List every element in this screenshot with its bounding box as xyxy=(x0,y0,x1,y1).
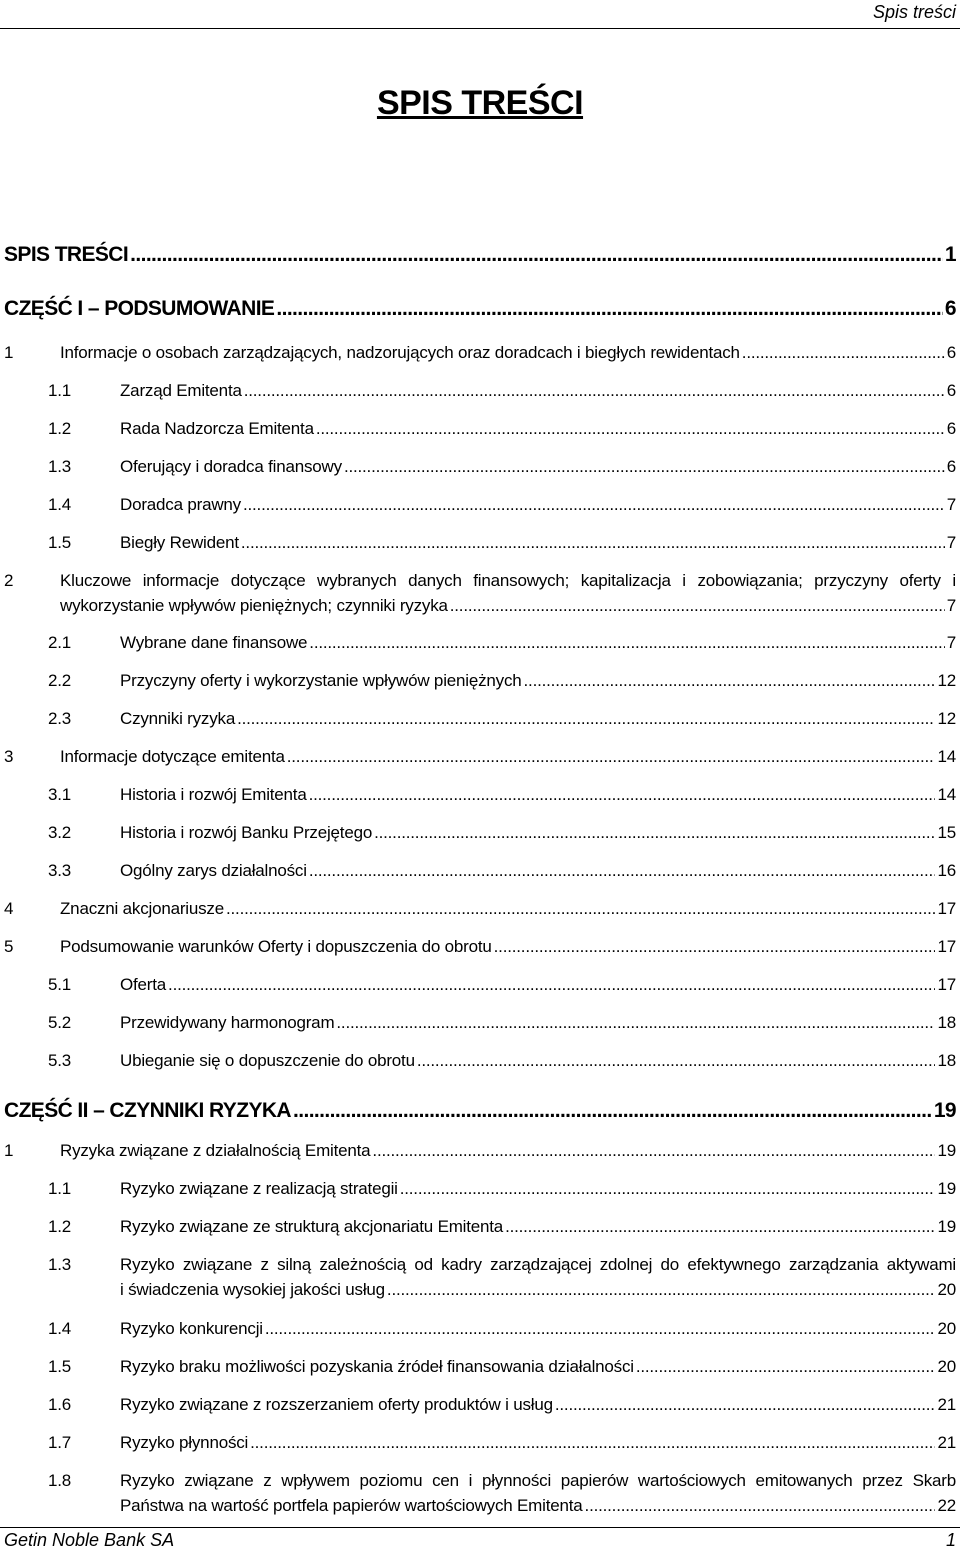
toc-dot-leader xyxy=(494,934,936,959)
toc-entry-number: 3 xyxy=(4,747,14,766)
header-text: Spis treści xyxy=(872,2,956,22)
toc-entry[interactable] xyxy=(4,972,956,997)
toc-entry-page: 20 xyxy=(937,1280,956,1299)
toc-entry[interactable] xyxy=(4,1138,956,1163)
toc-entry-page: 22 xyxy=(937,1496,956,1515)
toc-entry-number: 1.2 xyxy=(48,419,72,438)
toc-entry-number: 1.7 xyxy=(48,1433,72,1452)
toc-entry-title: Przewidywany harmonogram xyxy=(120,1013,335,1032)
toc-entry-title: Ogólny zarys działalności xyxy=(120,861,307,880)
toc-entry-page: 21 xyxy=(937,1395,956,1414)
toc-dot-leader xyxy=(524,668,936,693)
toc-dot-leader xyxy=(417,1048,936,1073)
toc-entry-page: 19 xyxy=(937,1141,956,1160)
toc-entry-page: 7 xyxy=(946,533,956,552)
toc-entry-title: Oferta xyxy=(120,975,167,994)
toc-dot-leader xyxy=(293,1098,932,1123)
toc-entry[interactable] xyxy=(4,1354,956,1379)
toc-dot-leader xyxy=(374,820,935,845)
toc-entry-title: Czynniki ryzyka xyxy=(120,709,236,728)
toc-entry-title: Informacje o osobach zarządzających, nadzorujących oraz doradcach i biegłych rewidentach xyxy=(60,343,740,362)
toc-entry-number: 1.4 xyxy=(48,495,72,514)
footer-page-number: 1 xyxy=(945,1530,956,1550)
toc-entry-page: 7 xyxy=(946,596,956,615)
toc-dot-leader xyxy=(585,1493,936,1518)
toc-entry-title: Państwa na wartość portfela papierów wartościowych Emitenta xyxy=(120,1496,583,1515)
toc-entry-page: 14 xyxy=(937,785,956,804)
toc-entry-number: 2.3 xyxy=(48,709,72,728)
toc-entry-title: Informacje dotyczące emitenta xyxy=(60,747,285,766)
toc-entry[interactable] xyxy=(4,934,956,959)
toc-entry[interactable] xyxy=(4,858,956,883)
toc-entry-page: 12 xyxy=(937,709,956,728)
toc-entry-number: 1.5 xyxy=(48,533,72,552)
toc-entry[interactable] xyxy=(4,782,956,807)
toc-entry-title: Ubieganie się o dopuszczenie do obrotu xyxy=(120,1051,415,1070)
toc-entry[interactable] xyxy=(4,1252,956,1302)
toc-dot-leader xyxy=(244,378,945,403)
toc-entry[interactable] xyxy=(4,1430,956,1455)
page-footer xyxy=(0,1527,960,1554)
toc-entry[interactable] xyxy=(4,416,956,441)
toc-entry[interactable] xyxy=(4,820,956,845)
toc-entry-number: 3.2 xyxy=(48,823,72,842)
toc-entry[interactable] xyxy=(4,1392,956,1417)
toc-entry[interactable] xyxy=(4,378,956,403)
toc-entry-title: CZĘŚĆ II – CZYNNIKI RYZYKA xyxy=(4,1099,291,1122)
toc-entry-number: 1.3 xyxy=(48,457,72,476)
toc-entry-title-line1: Ryzyko związane z wpływem poziomu cen i płynności papierów wartościowych emitowanych przez Skarb xyxy=(120,1471,956,1490)
toc-entry[interactable] xyxy=(4,1098,956,1123)
toc-dot-leader xyxy=(226,896,935,921)
toc-entry-page: 18 xyxy=(937,1013,956,1032)
toc-entry-page: 7 xyxy=(946,633,956,652)
toc-entry-number: 1.2 xyxy=(48,1217,72,1236)
toc-entry-title: Zarząd Emitenta xyxy=(120,381,242,400)
toc-entry-number: 1.6 xyxy=(48,1395,72,1414)
toc-entry-title: Przyczyny oferty i wykorzystanie wpływów pieniężnych xyxy=(120,671,522,690)
toc-entry-page: 6 xyxy=(946,381,956,400)
toc-entry[interactable] xyxy=(4,454,956,479)
toc-entry-title: Ryzyko braku możliwości pozyskania źródeł finansowania działalności xyxy=(120,1357,634,1376)
toc-dot-leader xyxy=(636,1354,936,1379)
toc-entry-page: 1 xyxy=(944,243,956,266)
toc-entry-page: 20 xyxy=(937,1357,956,1376)
toc-dot-leader xyxy=(241,530,945,555)
toc-dot-leader xyxy=(243,492,945,517)
toc-entry-title: Historia i rozwój Banku Przejętego xyxy=(120,823,373,842)
toc-entry-page: 19 xyxy=(933,1099,956,1122)
toc-entry[interactable] xyxy=(4,492,956,517)
toc-entry-title: SPIS TREŚCI xyxy=(4,243,129,266)
toc-dot-leader xyxy=(742,340,945,365)
toc-entry-number: 1.5 xyxy=(48,1357,72,1376)
toc-entry-page: 18 xyxy=(937,1051,956,1070)
toc-entry-title: wykorzystanie wpływów pieniężnych; czynniki ryzyka xyxy=(60,596,448,615)
toc-entry-title: Historia i rozwój Emitenta xyxy=(120,785,307,804)
toc-dot-leader xyxy=(387,1277,936,1302)
toc-dot-leader xyxy=(505,1214,935,1239)
toc-entry-number: 2.2 xyxy=(48,671,72,690)
toc-entry-title: i świadczenia wysokiej jakości usług xyxy=(120,1280,385,1299)
toc-entry-title: Wybrane dane finansowe xyxy=(120,633,308,652)
toc-entry-title: Znaczni akcjonariusze xyxy=(60,899,224,918)
toc-entry-page: 6 xyxy=(944,297,956,320)
toc-entry-page: 19 xyxy=(937,1179,956,1198)
toc-entry-title: Podsumowanie warunków Oferty i dopuszczenia do obrotu xyxy=(60,937,492,956)
toc-entry[interactable] xyxy=(4,568,956,618)
toc-dot-leader xyxy=(336,1010,935,1035)
toc-entry-page: 14 xyxy=(937,747,956,766)
toc-dot-leader xyxy=(287,744,936,769)
toc-entry-number: 3.3 xyxy=(48,861,72,880)
toc-entry-number: 5.3 xyxy=(48,1051,72,1070)
footer-company: Getin Noble Bank SA xyxy=(4,1530,175,1550)
toc-entry[interactable] xyxy=(4,630,956,655)
toc-entry-title: Ryzyko związane z realizacją strategii xyxy=(120,1179,398,1198)
document-title: SPIS TREŚCI xyxy=(376,84,584,122)
toc-entry-title: Doradca prawny xyxy=(120,495,241,514)
toc-dot-leader xyxy=(276,296,943,321)
toc-entry[interactable] xyxy=(4,1010,956,1035)
toc-entry-number: 5 xyxy=(4,937,14,956)
toc-entry-number: 2.1 xyxy=(48,633,72,652)
page-header xyxy=(0,0,960,29)
toc-entry-page: 6 xyxy=(946,419,956,438)
toc-entry-number: 2 xyxy=(4,571,14,590)
toc-entry-number: 1.8 xyxy=(48,1471,72,1490)
toc-entry-number: 4 xyxy=(4,899,14,918)
toc-dot-leader xyxy=(400,1176,936,1201)
toc-dot-leader xyxy=(237,706,935,731)
toc-dot-leader xyxy=(450,593,945,618)
toc-entry-number: 1.4 xyxy=(48,1319,72,1338)
toc-entry-number: 5.2 xyxy=(48,1013,72,1032)
toc-entry[interactable] xyxy=(4,296,956,321)
toc-entry-title: Ryzyko związane z rozszerzaniem oferty produktów i usług xyxy=(120,1395,553,1414)
toc-dot-leader xyxy=(265,1316,936,1341)
toc-entry-page: 17 xyxy=(937,937,956,956)
toc-entry-title: Ryzyko płynności xyxy=(120,1433,249,1452)
toc-dot-leader xyxy=(372,1138,935,1163)
toc-entry-page: 6 xyxy=(946,457,956,476)
toc-dot-leader xyxy=(250,1430,935,1455)
toc-entry-page: 16 xyxy=(937,861,956,880)
toc-entry-page: 17 xyxy=(937,975,956,994)
toc-entry[interactable] xyxy=(4,242,956,267)
toc-entry[interactable] xyxy=(4,744,956,769)
toc-entry[interactable] xyxy=(4,1214,956,1239)
toc-entry[interactable] xyxy=(4,1316,956,1341)
toc-entry-page: 12 xyxy=(937,671,956,690)
toc-entry-page: 20 xyxy=(937,1319,956,1338)
toc-entry-number: 1 xyxy=(4,1141,14,1160)
toc-entry-number: 1.1 xyxy=(48,1179,72,1198)
toc-dot-leader xyxy=(130,242,943,267)
toc-dot-leader xyxy=(309,858,936,883)
toc-entry[interactable] xyxy=(4,706,956,731)
toc-entry-title: Ryzyka związane z działalnością Emitenta xyxy=(60,1141,371,1160)
toc-entry-page: 6 xyxy=(946,343,956,362)
toc-entry[interactable] xyxy=(4,1176,956,1201)
toc-entry-number: 1.3 xyxy=(48,1255,72,1274)
toc-entry[interactable] xyxy=(4,530,956,555)
toc-entry-page: 7 xyxy=(946,495,956,514)
toc-entry-title: Ryzyko związane ze strukturą akcjonariatu Emitenta xyxy=(120,1217,504,1236)
toc-entry[interactable] xyxy=(4,896,956,921)
toc-entry[interactable] xyxy=(4,1468,956,1518)
toc-entry-title: Ryzyko konkurencji xyxy=(120,1319,263,1338)
toc-entry-title-line1: Ryzyko związane z silną zależnością od kadry zarządzającej zdolnej do efektywnego zarządzania aktywami xyxy=(120,1255,956,1274)
toc-entry[interactable] xyxy=(4,1048,956,1073)
toc-dot-leader xyxy=(309,630,944,655)
toc-entry-number: 1 xyxy=(4,343,14,362)
toc-entry-page: 17 xyxy=(937,899,956,918)
toc-dot-leader xyxy=(316,416,945,441)
toc-entry-title: CZĘŚĆ I – PODSUMOWANIE xyxy=(4,297,275,320)
toc-entry-title: Biegły Rewident xyxy=(120,533,239,552)
toc-entry-page: 19 xyxy=(937,1217,956,1236)
toc-dot-leader xyxy=(555,1392,936,1417)
toc-entry-number: 1.1 xyxy=(48,381,72,400)
toc-entry-title: Oferujący i doradca finansowy xyxy=(120,457,342,476)
toc-entry[interactable] xyxy=(4,340,956,365)
toc-entry[interactable] xyxy=(4,668,956,693)
toc-entry-page: 15 xyxy=(937,823,956,842)
toc-dot-leader xyxy=(168,972,935,997)
toc-entry-number: 5.1 xyxy=(48,975,72,994)
toc-dot-leader xyxy=(344,454,945,479)
toc-entry-number: 3.1 xyxy=(48,785,72,804)
toc-entry-title-line1: Kluczowe informacje dotyczące wybranych danych finansowych; kapitalizacja i zobowiązania; przyczyny oferty i xyxy=(60,571,956,590)
toc-entry-title: Rada Nadzorcza Emitenta xyxy=(120,419,314,438)
toc-dot-leader xyxy=(309,782,936,807)
toc-entry-page: 21 xyxy=(937,1433,956,1452)
